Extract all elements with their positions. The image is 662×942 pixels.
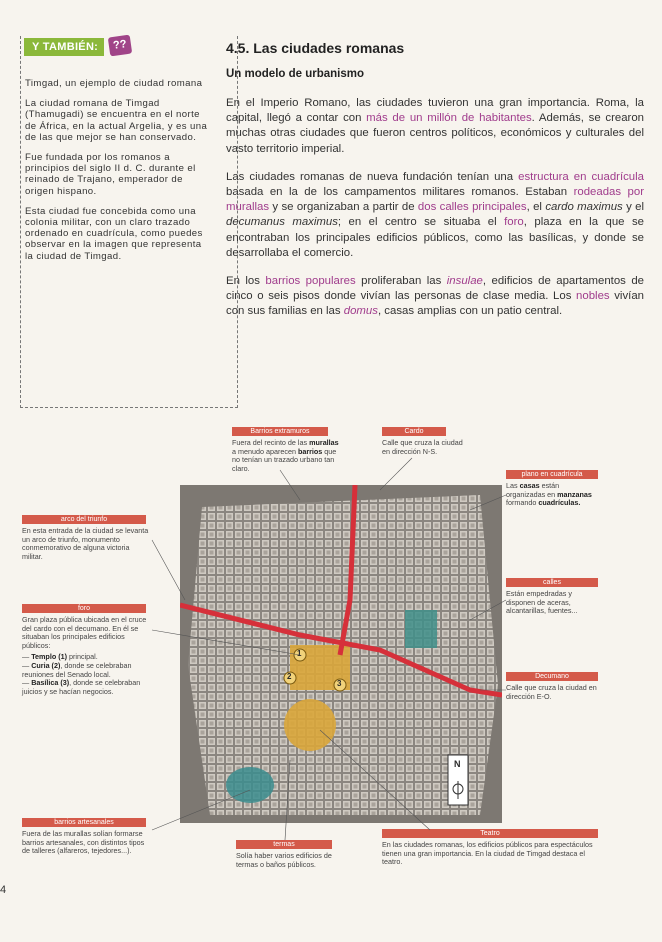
- compass-letter: N: [454, 759, 461, 769]
- label-arco: arco del triunfo: [22, 515, 146, 524]
- label-calles: calles: [506, 578, 598, 587]
- label-teatro-text: En las ciudades romanas, los edificios públicos para espectáculos tienen una gran importancia. En la ciudad de Timgad destaca el teatro.: [382, 840, 593, 867]
- label-cardo: Cardo: [382, 427, 446, 436]
- map-number: 1: [297, 649, 302, 658]
- question-icon: ??: [108, 35, 132, 57]
- label-artesanales: barrios artesanales: [22, 818, 146, 827]
- label-calles-text: Están empedradas y disponen de aceras, alcantarillas, fuentes...: [506, 589, 578, 616]
- label-termas-text: Solía haber varios edificios de termas o baños públicos.: [236, 851, 332, 869]
- label-barrios-extramuros-text: Fuera del recinto de las murallas a menudo aparecen barrios que no tenían un trazado urbano tan claro.: [232, 438, 339, 473]
- label-teatro: Teatro: [382, 829, 598, 838]
- sidebar-paragraph: La ciudad romana de Timgad (Thamugadi) se encuentra en el norte de África, en la actual Argelia, y es una de las que mejor se han conservado.: [25, 98, 208, 143]
- map-number: 2: [287, 672, 292, 681]
- paragraph-2: Las ciudades romanas de nueva fundación tenían una estructura en cuadrícula basada en la de los campamentos militares romanos. Estaban rodeadas por murallas y se organizaban a partir de dos calles principales, el cardo maximus y el decumanus maximus; en el centro se situaba el foro, plaza en la que se encontraban los principales edificios públicos, como las basílicas, y donde se desarrollaba el comercio.: [226, 170, 645, 259]
- label-cardo-text: Calle que cruza la ciudad en dirección N-S.: [382, 438, 463, 456]
- sidebar-paragraph: Timgad, un ejemplo de ciudad romana: [25, 78, 203, 89]
- sidebar-paragraph: Esta ciudad fue concebida como una colonia militar, con un claro trazado ordenado en cuadrícula, como puedes observar en la imagen que representa la ciudad de Timgad.: [25, 205, 203, 262]
- label-termas: termas: [236, 840, 332, 849]
- label-plano-text: Las casas están organizadas en manzanas formando cuadrículas.: [506, 481, 592, 508]
- label-foro: foro: [22, 604, 146, 613]
- map-number: 3: [337, 679, 342, 688]
- paragraph-1: En el Imperio Romano, las ciudades tuvieron una gran importancia. Roma, la capital, llegó a contar con más de un millón de habitantes. Además, se crearon muchas otras ciudades que fueron centros políticos, económicos y culturales del vasto territorio imperial.: [226, 97, 644, 155]
- label-artesanales-text: Fuera de las murallas solían formarse barrios artesanales, con distintos tipos de talleres (alfareros, tejedores...).: [22, 829, 145, 856]
- paragraph-3: En los barrios populares proliferaban las insulae, edificios de apartamentos de cinco o seis pisos donde vivían las personas de clase media. Los nobles vivían con sus familias en las domus, casas amplias con un patio central.: [226, 275, 645, 318]
- label-barrios-extramuros: Barrios extramuros: [232, 427, 328, 436]
- label-plano: plano en cuadrícula: [506, 470, 598, 479]
- label-decumano-text: Calle que cruza la ciudad en dirección E-O.: [506, 683, 597, 701]
- subtitle: Un modelo de urbanismo: [226, 68, 365, 80]
- section-title: 4.5. Las ciudades romanas: [226, 40, 405, 56]
- page-number: 4: [0, 884, 7, 896]
- label-foro-text: Gran plaza pública ubicada en el cruce del cardo con el decumano. En él se situaban los principales edificios públicos: — Templo (1) principal. — Curia (2), donde se celebraban reuniones del Senado local. — Basílica (3), donde se celebraban juicios y se hacían negocios.: [22, 615, 147, 696]
- label-decumano: Decumano: [506, 672, 598, 681]
- label-arco-text: En esta entrada de la ciudad se levanta un arco de triunfo, monumento conmemorativo de alguna victoria militar.: [22, 526, 149, 561]
- tambien-tag: Y TAMBIÉN:: [24, 38, 104, 56]
- sidebar-paragraph: Fue fundada por los romanos a principios del siglo II d. C. durante el reinado de Trajano, emperador de origen hispano.: [25, 152, 196, 197]
